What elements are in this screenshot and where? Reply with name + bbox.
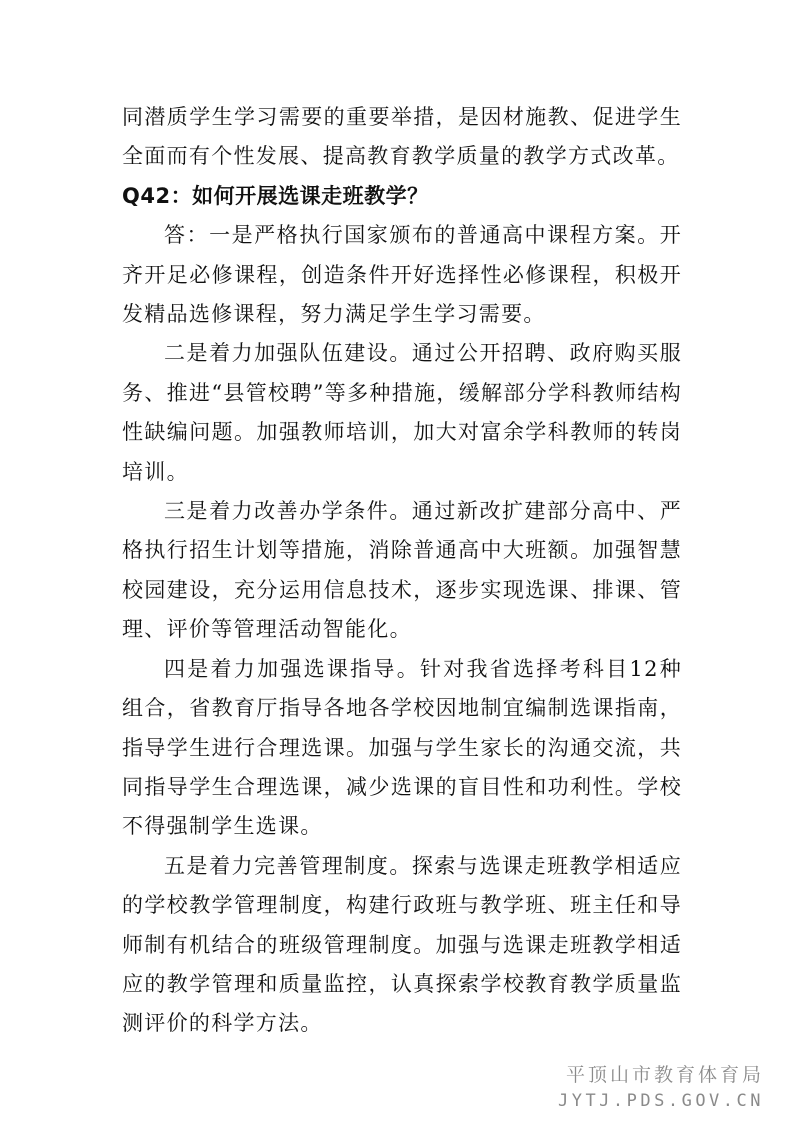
watermark-org-name: 平顶山市教育体育局 (565, 1064, 764, 1086)
paragraph-answer-one: 答：一是严格执行国家颁布的普通高中课程方案。开齐开足必修课程，创造条件开好选择性必修课程，积极开发精品选修课程，努力满足学生学习需要。 (122, 223, 682, 327)
paragraph-five: 五是着力完善管理制度。探索与选课走班教学相适应的学校教学管理制度，构建行政班与教学班、班主任和导师制有机结合的班级管理制度。加强与选课走班教学相适应的教学管理和质量监控，认真探索学校教育教学质量监测评价的科学方法。 (122, 853, 682, 1036)
question-heading: Q42：如何开展选课走班教学？ (122, 183, 429, 208)
document-body (122, 98, 682, 1044)
site-watermark (558, 1062, 764, 1114)
paragraph-two: 二是着力加强队伍建设。通过公开招聘、政府购买服务、推进“县管校聘”等多种措施，缓解部分学科教师结构性缺编问题。加强教师培训，加大对富余学科教师的转岗培训。 (122, 341, 682, 484)
paragraph-four: 四是着力加强选课指导。针对我省选择考科目12种组合，省教育厅指导各地各学校因地制宜编制选课指南，指导学生进行合理选课。加强与学生家长的沟通交流，共同指导学生合理选课，减少选课的盲目性和功利性。学校不得强制学生选课。 (122, 656, 682, 839)
paragraph-three: 三是着力改善办学条件。通过新改扩建部分高中、严格执行招生计划等措施，消除普通高中大班额。加强智慧校园建设，充分运用信息技术，逐步实现选课、排课、管理、评价等管理活动智能化。 (122, 499, 682, 642)
watermark-url: JYTJ.PDS.GOV.CN (557, 1091, 764, 1111)
paragraph-continued: 同潜质学生学习需要的重要举措，是因材施教、促进学生全面而有个性发展、提高教育教学质量的教学方式改革。 (122, 105, 682, 169)
